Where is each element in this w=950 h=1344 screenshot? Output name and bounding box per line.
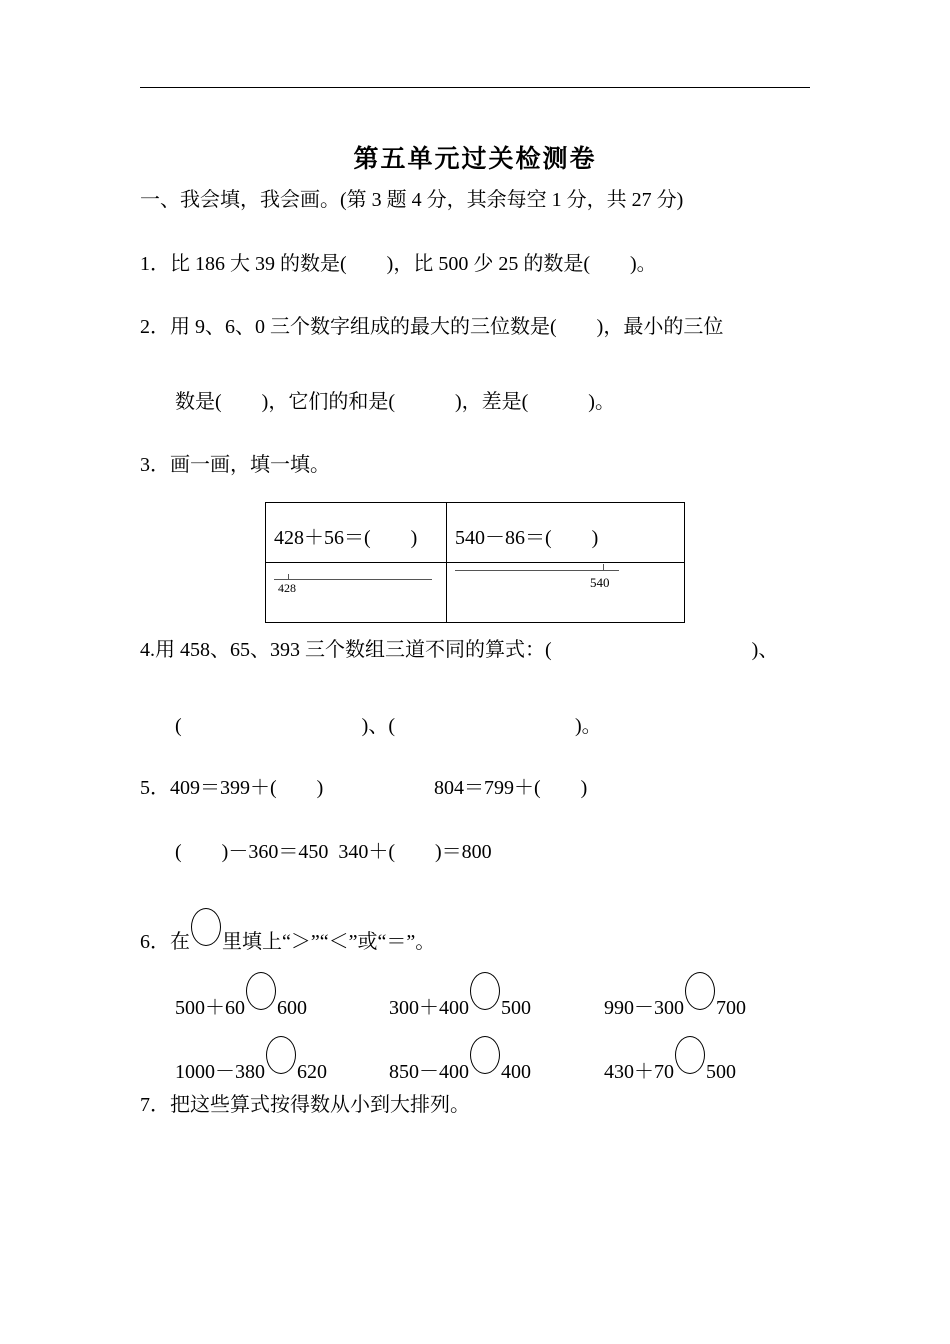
header-rule	[140, 87, 810, 88]
item-left: 1000－380	[175, 1061, 265, 1083]
question-5-c: ( )－360＝450 340＋( )＝800	[175, 841, 492, 863]
question-6-item	[389, 1036, 531, 1082]
answer-oval-icon	[470, 1036, 500, 1074]
question-6-item	[389, 972, 531, 1018]
question-3-table	[265, 502, 685, 623]
item-right: 620	[297, 1061, 327, 1083]
question-4-line-2: ( )、( )。	[175, 715, 602, 737]
number-line-right-label: 540	[590, 575, 610, 590]
item-left: 430＋70	[604, 1061, 674, 1083]
question-5-a: 5．409＝399＋( )	[140, 777, 324, 799]
question-6-item	[604, 1036, 736, 1082]
number-line-left-tick	[288, 574, 289, 580]
item-right: 500	[706, 1061, 736, 1083]
question-1: 1．比 186 大 39 的数是( )，比 500 少 25 的数是( )。	[140, 253, 657, 275]
question-6-item	[175, 1036, 327, 1082]
answer-oval-icon	[470, 972, 500, 1010]
question-6-item	[604, 972, 746, 1018]
table-cell-left-numberline	[266, 563, 447, 623]
number-line-left-label: 428	[278, 581, 296, 595]
question-6-instruction	[140, 908, 435, 952]
expression-left: 428＋56＝( )	[274, 527, 418, 549]
question-3-label: 3．画一画，填一填。	[140, 454, 330, 476]
item-right: 700	[716, 997, 746, 1019]
answer-oval-icon	[266, 1036, 296, 1074]
table-cell-right-numberline	[447, 563, 685, 623]
question-6-item	[175, 972, 307, 1018]
item-left: 850－400	[389, 1061, 469, 1083]
question-4-line-1: 4.用 458、65、393 三个数组三道不同的算式：( )、	[140, 639, 779, 661]
number-line-right-tick	[603, 564, 604, 570]
question-2-line-2: 数是( )，它们的和是( )，差是( )。	[175, 391, 615, 413]
answer-oval-icon	[246, 972, 276, 1010]
expression-right: 540－86＝( )	[455, 527, 599, 549]
item-right: 400	[501, 1061, 531, 1083]
question-5-b: 804＝799＋( )	[434, 777, 588, 799]
question-6-suffix: 里填上“＞”“＜”或“＝”。	[222, 931, 436, 953]
item-left: 500＋60	[175, 997, 245, 1019]
section-heading: 一、我会填，我会画。(第 3 题 4 分，其余每空 1 分，共 27 分)	[140, 189, 684, 211]
item-right: 500	[501, 997, 531, 1019]
number-line-right	[455, 570, 619, 571]
question-7: 7．把这些算式按得数从小到大排列。	[140, 1094, 470, 1116]
question-6-prefix: 6．在	[140, 931, 190, 953]
item-left: 990－300	[604, 997, 684, 1019]
answer-oval-icon	[675, 1036, 705, 1074]
question-2-line-1: 2．用 9、6、0 三个数字组成的最大的三位数是( )，最小的三位	[140, 316, 724, 338]
table-cell-left-expression	[266, 503, 447, 563]
table-cell-right-expression	[447, 503, 685, 563]
number-line-left	[274, 579, 432, 580]
answer-oval-icon	[191, 908, 221, 946]
item-right: 600	[277, 997, 307, 1019]
answer-oval-icon	[685, 972, 715, 1010]
page-title: 第五单元过关检测卷	[353, 146, 597, 173]
item-left: 300＋400	[389, 997, 469, 1019]
